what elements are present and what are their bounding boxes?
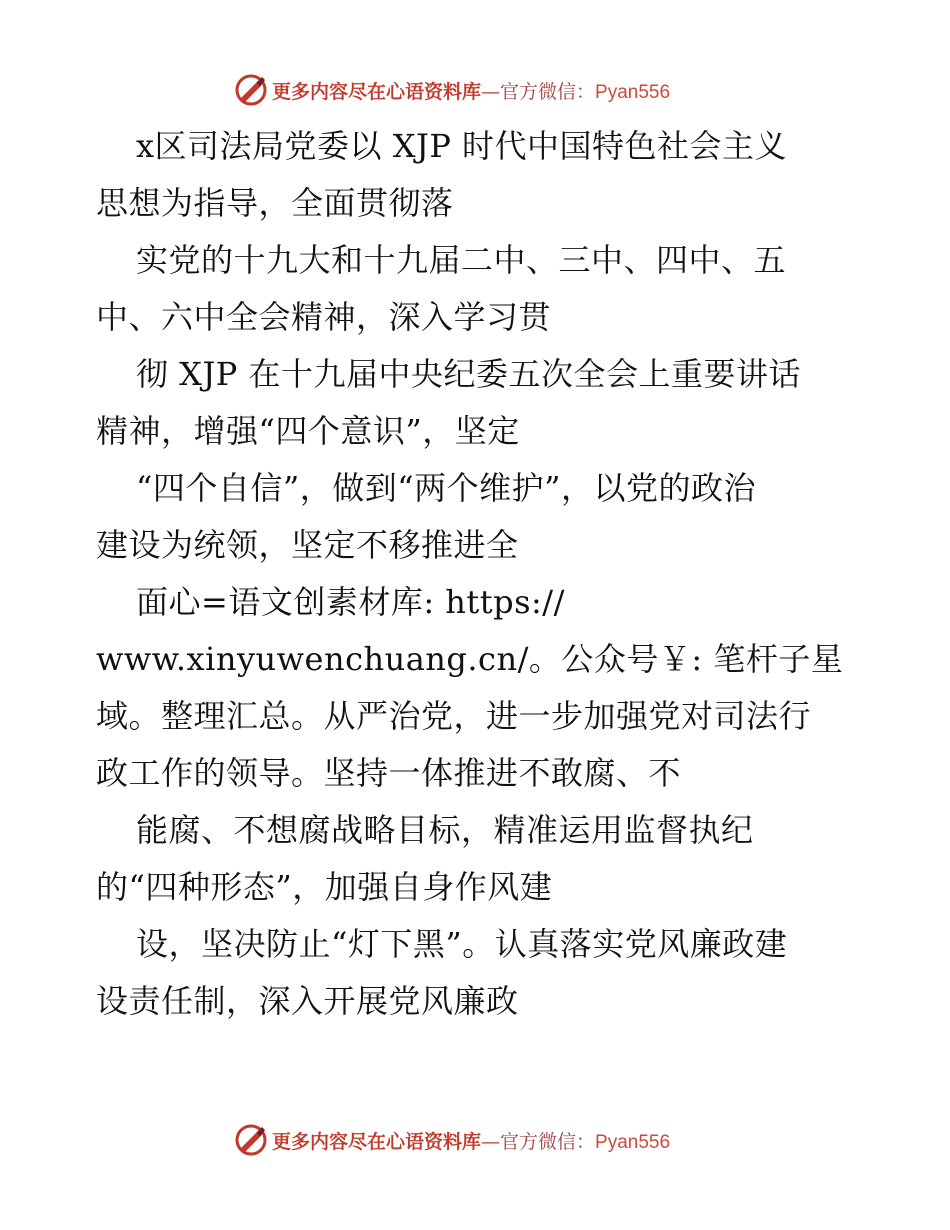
body-line: 彻 XJP 在十九届中央纪委五次全会上重要讲话	[136, 355, 801, 393]
body-line: 设责任制，深入开展党风廉政	[96, 982, 519, 1020]
body-line: 思想为指导，全面贯彻落	[96, 184, 454, 222]
footer-watermark-text: 更多内容尽在心语资料库—官方微信：Pyan556	[272, 1130, 671, 1153]
body-line: 政工作的领导。坚持一体推进不敢腐、不	[96, 754, 682, 792]
body-line: 面心=语文创素材库: https://	[136, 583, 565, 621]
body-line: 设，坚决防止“灯下黑”。认真落实党风廉政建	[136, 925, 788, 963]
body-line: 精神，增强“四个意识”，坚定	[96, 412, 520, 450]
body-line: 的“四种形态”，加强自身作风建	[96, 868, 553, 906]
body-line: x区司法局党委以 XJP 时代中国特色社会主义	[136, 127, 788, 165]
body-line: 实党的十九大和十九届二中、三中、四中、五	[136, 241, 787, 279]
pen-logo-icon	[234, 1123, 268, 1157]
body-line: 中、六中全会精神，深入学习贯	[96, 298, 552, 336]
header-watermark	[234, 71, 670, 109]
document-body	[96, 118, 896, 1030]
body-line: 域。整理汇总。从严治党，进一步加强党对司法行	[96, 697, 812, 735]
header-watermark-text: 更多内容尽在心语资料库—官方微信：Pyan556	[272, 80, 671, 103]
body-line: 能腐、不想腐战略目标，精准运用监督执纪	[136, 811, 754, 849]
pen-logo-icon	[234, 73, 268, 107]
footer-watermark	[234, 1121, 670, 1159]
body-line: www.xinyuwenchuang.cn/。公众号￥: 笔杆子星	[96, 640, 844, 678]
body-line: “四个自信”，做到“两个维护”，以党的政治	[136, 469, 756, 507]
body-line: 建设为统领，坚定不移推进全	[96, 526, 519, 564]
